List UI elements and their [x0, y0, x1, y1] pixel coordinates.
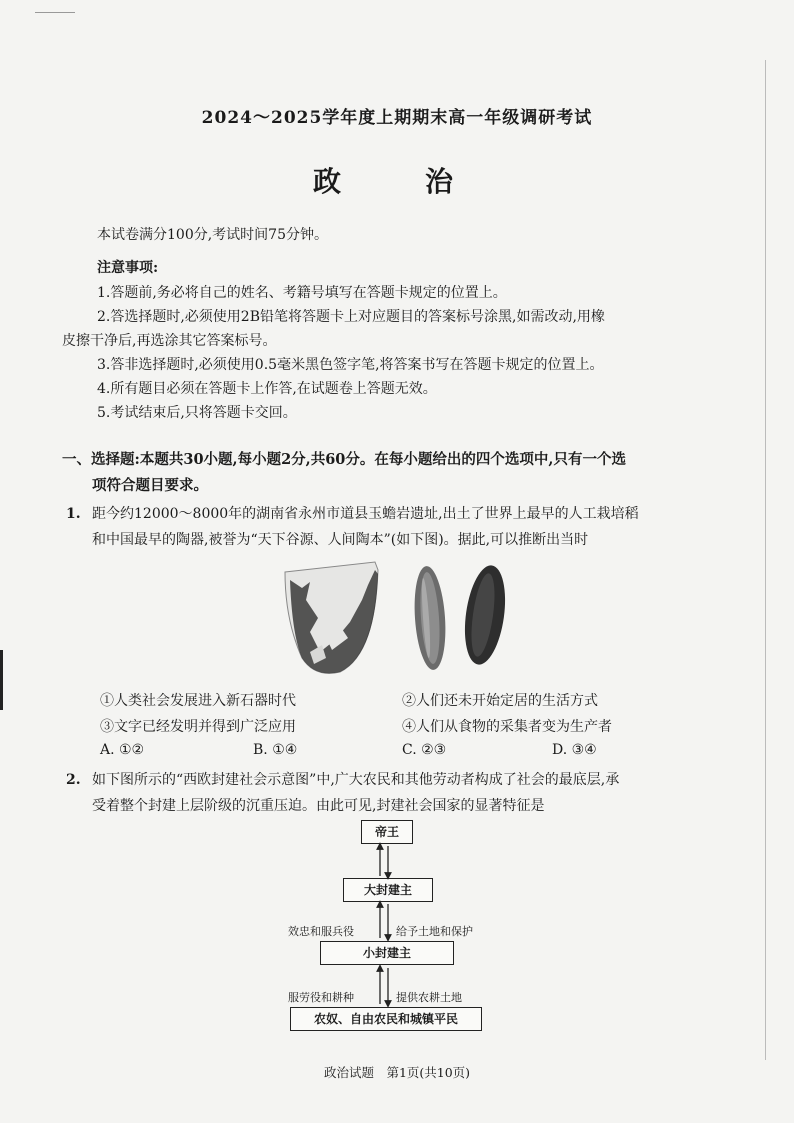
section-heading: 一、选择题:本题共30小题,每小题2分,共60分。在每小题给出的四个选项中,只有一个选 [62, 451, 626, 468]
exam-title: 2024～2025学年度上期期末高一年级调研考试 [201, 108, 593, 128]
option-a[interactable]: A. ①② [100, 742, 145, 758]
label-fealty-service: 效忠和服兵役 [288, 925, 354, 938]
question-text: 如下图所示的“西欧封建社会示意图”中,广大农民和其他劳动者构成了社会的最底层,承 [92, 772, 620, 788]
note-item: 2.答选择题时,必须使用2B铅笔将答题卡上对应题目的答案标号涂黑,如需改动,用橡 [97, 309, 605, 325]
statement-4: ④人们从食物的采集者变为生产者 [402, 719, 612, 735]
page-footer: 政治试题 第1页(共10页) [323, 1065, 471, 1080]
question-text: 受着整个封建上层阶级的沉重压迫。由此可见,封建社会国家的显著特征是 [92, 798, 545, 814]
option-c[interactable]: C. ②③ [402, 742, 447, 758]
notes-heading: 注意事项: [97, 260, 159, 276]
box-lesser-lords: 小封建主 [320, 941, 454, 965]
box-serfs-peasants: 农奴、自由农民和城镇平民 [290, 1007, 482, 1031]
note-item: 1.答题前,务必将自己的姓名、考籍号填写在答题卡规定的位置上。 [97, 285, 507, 301]
option-d[interactable]: D. ③④ [552, 742, 597, 758]
statement-2: ②人们还未开始定居的生活方式 [402, 693, 598, 709]
intro-text: 本试卷满分100分,考试时间75分钟。 [97, 227, 328, 243]
statement-1: ①人类社会发展进入新石器时代 [100, 693, 296, 709]
label-labor-farming: 服劳役和耕种 [288, 991, 354, 1004]
note-item: 4.所有题目必须在答题卡上作答,在试题卷上答题无效。 [97, 381, 437, 397]
section-heading-cont: 项符合题目要求。 [92, 477, 208, 494]
subject-title: 政 治 [312, 165, 481, 198]
option-b[interactable]: B. ①④ [253, 742, 298, 758]
box-emperor: 帝王 [361, 820, 413, 844]
question-number: 1. [66, 506, 81, 522]
question-text: 和中国最早的陶器,被誉为“天下谷源、人间陶本”(如下图)。据此,可以推断出当时 [92, 532, 589, 548]
scan-edge-mark [0, 650, 3, 710]
page-edge-line [765, 60, 766, 1060]
note-item: 3.答非选择题时,必须使用0.5毫米黑色签字笔,将答案书写在答题卡规定的位置上。 [97, 357, 604, 373]
label-provide-land: 提供农耕土地 [396, 991, 462, 1004]
box-great-lords: 大封建主 [343, 878, 433, 902]
artifact-photos [280, 560, 520, 680]
question-number: 2. [66, 772, 81, 788]
note-item: 皮擦干净后,再选涂其它答案标号。 [62, 333, 277, 349]
question-text: 距今约12000～8000年的湖南省永州市道县玉蟾岩遗址,出土了世界上最早的人工栽培稻 [92, 506, 639, 522]
statement-3: ③文字已经发明并得到广泛应用 [100, 719, 296, 735]
label-land-protection: 给予土地和保护 [396, 925, 473, 938]
note-item: 5.考试结束后,只将答题卡交回。 [97, 405, 297, 421]
scan-mark [35, 12, 75, 13]
